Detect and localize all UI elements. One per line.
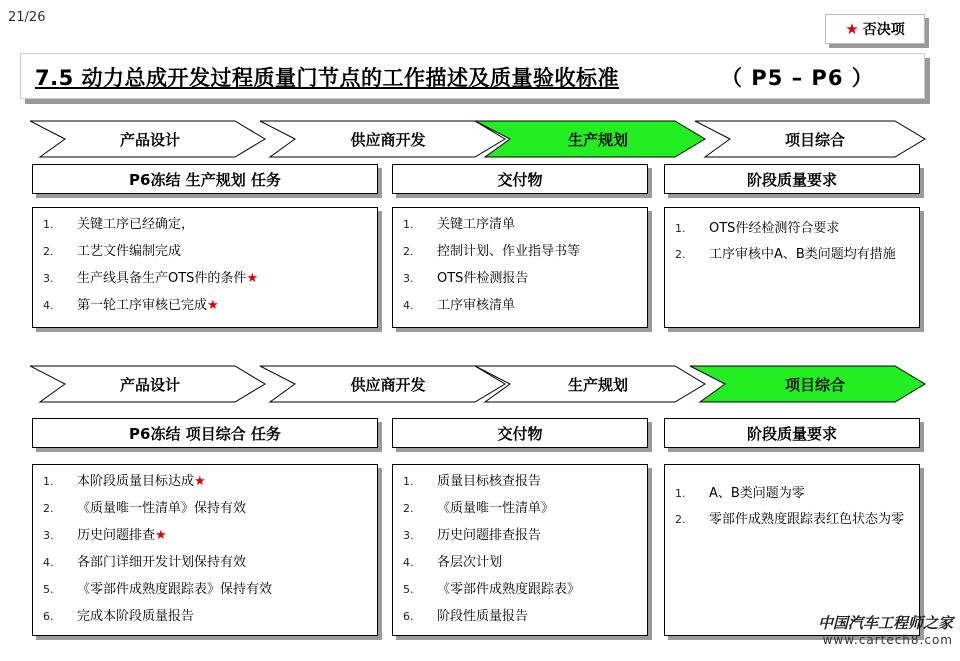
list-item xyxy=(43,216,367,234)
veto-star-icon: ★ xyxy=(194,474,206,489)
item-text: 完成本阶段质量报告 xyxy=(77,609,195,624)
item-number: 1. xyxy=(675,222,686,235)
item-text: 控制计划、作业指导书等 xyxy=(437,244,581,259)
flow-step-label: 生产规划 xyxy=(567,376,628,394)
list-item xyxy=(403,216,637,234)
item-number: 3. xyxy=(43,272,54,285)
item-number: 3. xyxy=(403,529,414,542)
watermark xyxy=(808,612,953,647)
list-item xyxy=(43,608,367,626)
item-text: 零部件成熟度跟踪表红色状态为零 xyxy=(709,512,905,527)
flow-step-label: 项目综合 xyxy=(784,131,845,149)
item-number: 2. xyxy=(403,245,414,258)
list-item xyxy=(403,500,637,518)
process-flow xyxy=(30,119,930,159)
deliverable-header: 交付物 xyxy=(392,164,648,194)
item-text: 生产线具备生产OTS件的条件 xyxy=(77,271,247,286)
item-number: 5. xyxy=(403,583,414,596)
requirement-header: 阶段质量要求 xyxy=(664,418,920,448)
item-number: 4. xyxy=(403,556,414,569)
item-number: 3. xyxy=(403,272,414,285)
page-title: 7.5 动力总成开发过程质量门节点的工作描述及质量验收标准 xyxy=(35,66,620,90)
item-text: 阶段性质量报告 xyxy=(437,609,529,624)
deliverable-header: 交付物 xyxy=(392,418,648,448)
item-text: 关键工序已经确定， xyxy=(77,217,195,232)
requirement-list-card xyxy=(664,464,920,636)
item-number: 4. xyxy=(43,556,54,569)
item-text: 历史问题排查 xyxy=(77,528,156,543)
list-item xyxy=(675,507,909,533)
legend-box xyxy=(825,14,925,44)
list-item xyxy=(403,608,637,626)
watermark-url: www.cartech8.com xyxy=(822,633,953,647)
list-item xyxy=(43,473,367,491)
veto-star-icon: ★ xyxy=(155,528,167,543)
item-text: 工序审核清单 xyxy=(437,298,516,313)
list-item xyxy=(403,297,637,315)
requirement-header: 阶段质量要求 xyxy=(664,164,920,194)
task-list-card xyxy=(32,464,378,636)
list-item xyxy=(403,243,637,261)
item-text: 《质量唯一性清单》 xyxy=(437,501,555,516)
item-number: 2. xyxy=(675,248,686,261)
item-number: 2. xyxy=(43,502,54,515)
item-number: 4. xyxy=(43,299,54,312)
page-number: 21/26 xyxy=(8,10,46,25)
item-text: 第一轮工序审核已完成 xyxy=(77,298,208,313)
list-item xyxy=(43,500,367,518)
item-number: 2. xyxy=(403,502,414,515)
list-item xyxy=(403,581,637,599)
flow-step-label: 生产规划 xyxy=(567,131,628,149)
title-bar xyxy=(20,53,925,99)
item-number: 3. xyxy=(43,529,54,542)
item-text: 各部门详细开发计划保持有效 xyxy=(77,555,247,570)
list-item xyxy=(43,554,367,572)
task-list-card xyxy=(32,207,378,328)
item-text: 各层次计划 xyxy=(437,555,503,570)
veto-star-icon: ★ xyxy=(207,298,219,313)
item-number: 6. xyxy=(43,610,54,623)
item-text: 历史问题排查报告 xyxy=(437,528,542,543)
item-number: 1. xyxy=(403,475,414,488)
item-text: 《零部件成熟度跟踪表》保持有效 xyxy=(77,582,273,597)
item-text: A、B类问题为零 xyxy=(709,486,805,501)
item-number: 6. xyxy=(403,610,414,623)
list-item xyxy=(403,527,637,545)
list-item xyxy=(43,527,367,545)
item-number: 2. xyxy=(675,513,686,526)
list-item xyxy=(43,270,367,288)
item-number: 4. xyxy=(403,299,414,312)
item-text: 《零部件成熟度跟踪表》 xyxy=(437,582,581,597)
requirement-list-card xyxy=(664,207,920,328)
list-item xyxy=(403,554,637,572)
item-text: 《质量唯一性清单》保持有效 xyxy=(77,501,247,516)
list-item xyxy=(675,242,909,268)
item-text: 关键工序清单 xyxy=(437,217,516,232)
flow-step-label: 供应商开发 xyxy=(350,376,426,394)
item-text: 质量目标核查报告 xyxy=(437,474,542,489)
list-item xyxy=(403,270,637,288)
item-number: 1. xyxy=(675,487,686,500)
item-number: 1. xyxy=(403,218,414,231)
item-number: 1. xyxy=(43,475,54,488)
task-header: P6冻结 项目综合 任务 xyxy=(32,418,378,448)
list-item xyxy=(675,481,909,507)
flow-step-label: 供应商开发 xyxy=(350,131,426,149)
list-item xyxy=(675,216,909,242)
legend-label: 否决项 xyxy=(862,22,905,38)
item-text: 工艺文件编制完成 xyxy=(77,244,182,259)
deliverable-list-card xyxy=(392,464,648,636)
veto-star-icon: ★ xyxy=(246,271,259,286)
item-number: 2. xyxy=(43,245,54,258)
deliverable-list-card xyxy=(392,207,648,328)
flow-step-label: 产品设计 xyxy=(119,131,180,149)
task-header: P6冻结 生产规划 任务 xyxy=(32,164,378,194)
page-title-suffix: （ P5 – P6 ） xyxy=(721,66,874,90)
item-text: OTS件检测报告 xyxy=(437,271,529,286)
list-item xyxy=(43,243,367,261)
item-text: OTS件经检测符合要求 xyxy=(709,221,840,236)
list-item xyxy=(403,473,637,491)
flow-step-label: 项目综合 xyxy=(784,376,845,394)
star-icon: ★ xyxy=(845,20,859,38)
list-item xyxy=(43,581,367,599)
item-number: 5. xyxy=(43,583,54,596)
item-text: 工序审核中A、B类问题均有措施 xyxy=(709,247,896,262)
process-flow xyxy=(30,364,930,404)
flow-step-label: 产品设计 xyxy=(119,376,180,394)
item-number: 1. xyxy=(43,218,54,231)
item-text: 本阶段质量目标达成 xyxy=(77,474,195,489)
watermark-name: 中国汽车工程师之家 xyxy=(817,614,953,632)
list-item xyxy=(43,297,367,315)
